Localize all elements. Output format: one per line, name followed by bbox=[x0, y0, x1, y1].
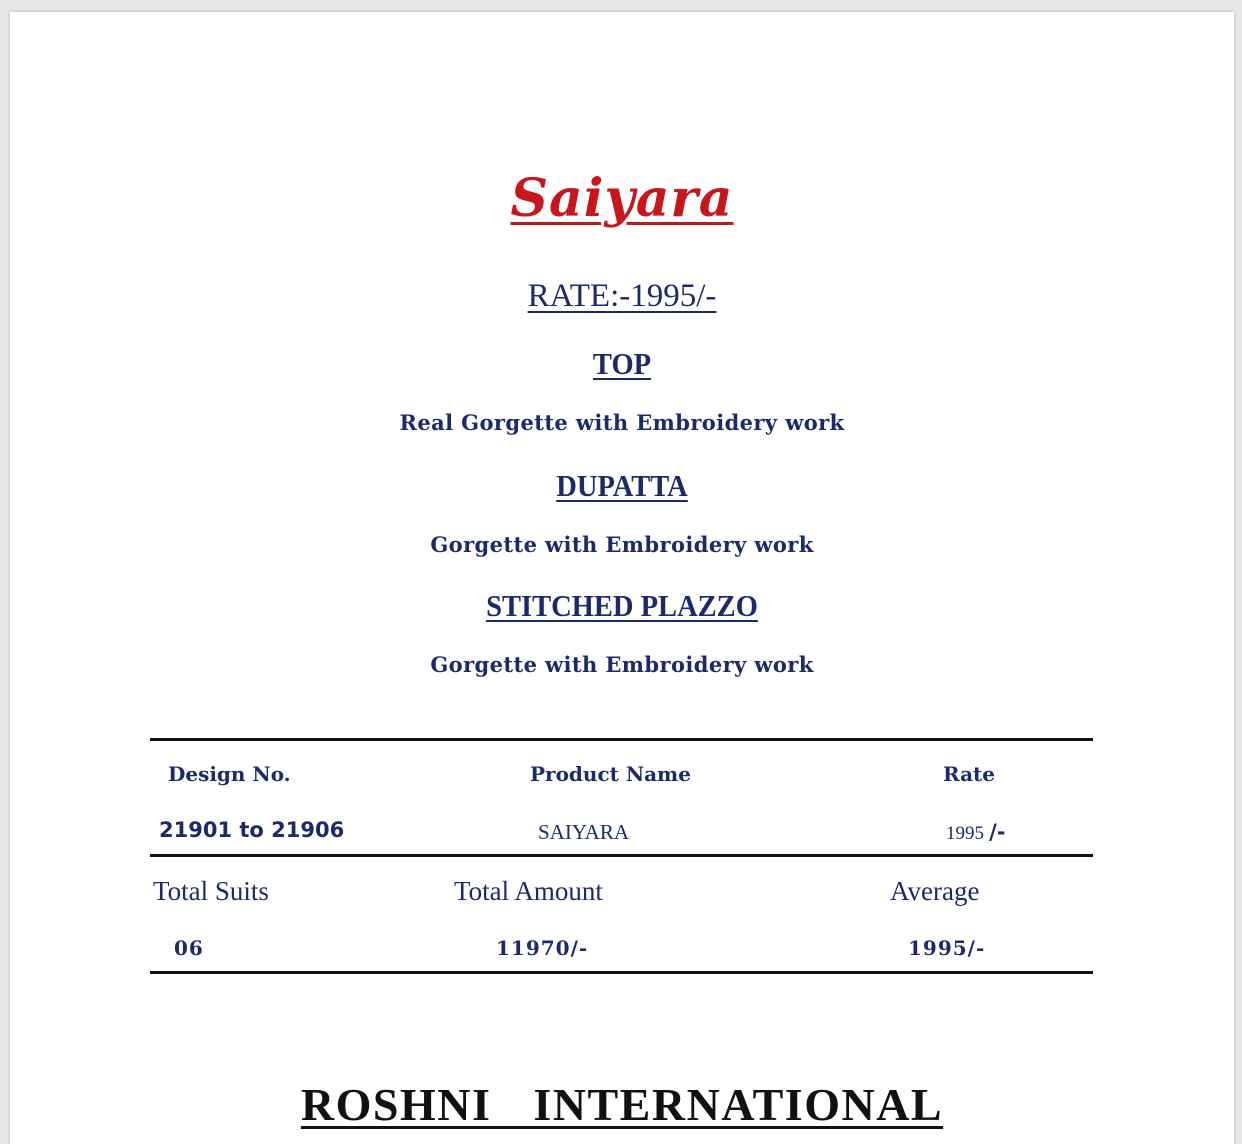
brand-title: Saiyara bbox=[510, 168, 734, 229]
value-total-suits: 06 bbox=[174, 936, 204, 960]
section-description-dupatta: Gorgette with Embroidery work bbox=[430, 532, 814, 557]
table-top-rule bbox=[150, 738, 1093, 741]
value-average: 1995/- bbox=[908, 936, 986, 960]
catalog-page bbox=[10, 12, 1234, 1144]
section-description-plazzo: Gorgette with Embroidery work bbox=[430, 652, 814, 677]
header-design-no: Design No. bbox=[168, 762, 291, 786]
value-total-amount: 11970/- bbox=[496, 936, 589, 960]
header-product-name: Product Name bbox=[530, 762, 691, 786]
rate-title: RATE:-1995/- bbox=[527, 278, 717, 314]
header-total-suits: Total Suits bbox=[153, 876, 269, 906]
header-total-amount: Total Amount bbox=[454, 876, 603, 906]
company-name: ROSHNI INTERNATIONAL bbox=[300, 1079, 944, 1130]
cell-rate: 1995 /- bbox=[946, 820, 1006, 844]
table-middle-rule bbox=[150, 854, 1093, 857]
cell-product-name: SAIYARA bbox=[538, 820, 630, 844]
section-heading-top: TOP bbox=[592, 346, 652, 381]
section-heading-dupatta: DUPATTA bbox=[556, 468, 688, 503]
header-average: Average bbox=[890, 876, 980, 906]
table-bottom-rule bbox=[150, 971, 1093, 974]
section-description-top: Real Gorgette with Embroidery work bbox=[399, 410, 845, 435]
header-rate: Rate bbox=[943, 762, 996, 786]
cell-design-no: 21901 to 21906 bbox=[159, 818, 345, 842]
section-heading-plazzo: STITCHED PLAZZO bbox=[486, 588, 758, 623]
